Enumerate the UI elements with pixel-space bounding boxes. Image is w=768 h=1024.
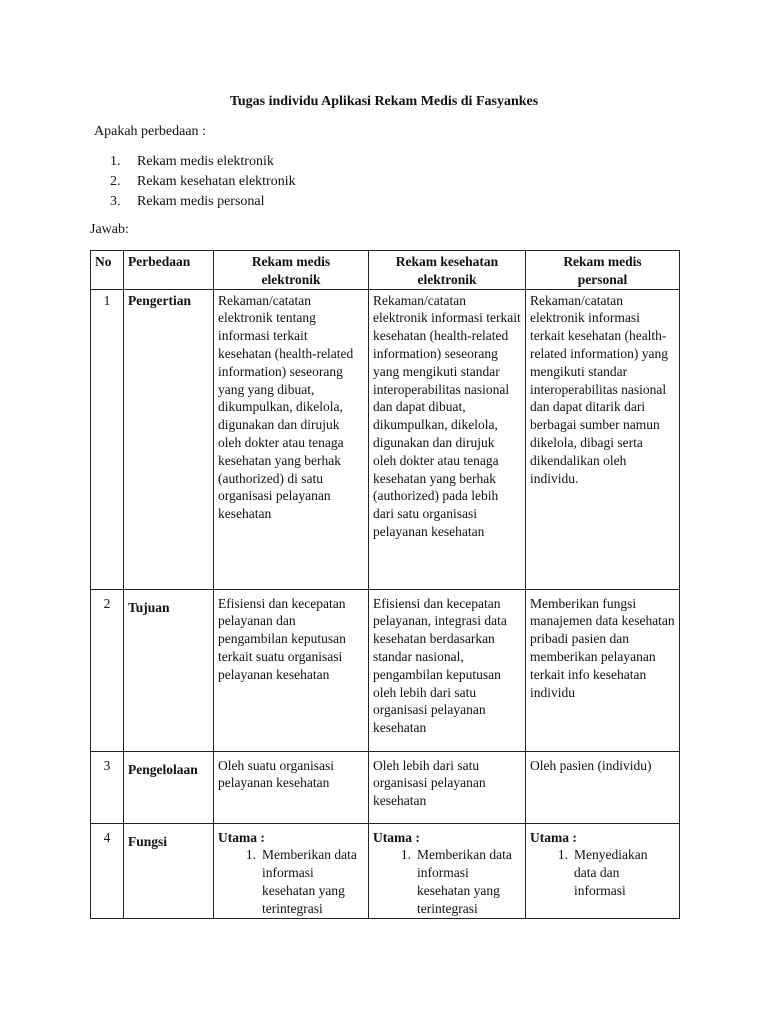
fungsi-label: Utama : [530, 829, 577, 845]
row-number: 3 [91, 751, 124, 823]
fungsi-item: 1. Menyediakan data dan informasi [557, 847, 648, 898]
table-row [91, 751, 680, 823]
table-row [91, 589, 680, 751]
question-list [110, 152, 296, 212]
cell-rekam-medis-elektronik [214, 823, 369, 918]
cell-rekam-kesehatan-elektronik: Oleh lebih dari satu organisasi pelayanan kesehatan [369, 751, 526, 823]
cell-rekam-medis-elektronik: Oleh suatu organisasi pelayanan kesehatan [214, 751, 369, 823]
document-title: Tugas individu Aplikasi Rekam Medis di Fasyankes [229, 94, 539, 109]
cell-rekam-medis-personal: Rekaman/catatan elektronik informasi terkait kesehatan (health-related information) yang mengikuti standar interoperabilitas nasional dan dapat ditarik dari berbagai sumber namun dikelola, dibagi serta dikendalikan oleh individu. [526, 289, 680, 589]
list-item [110, 152, 296, 172]
cell-rekam-medis-elektronik: Efisiensi dan kecepatan pelayanan dan pengambilan keputusan terkait suatu organisasi pelayanan kesehatan [214, 589, 369, 751]
row-number: 2 [91, 589, 124, 751]
cell-rekam-medis-elektronik: Rekaman/catatan elektronik tentang informasi terkait kesehatan (health-related information) seseorang yang yang dibuat, dikumpulkan, dikelola, digunakan dan dirujuk oleh dokter atau tenaga kesehatan yang berhak (authorized) di satu organisasi pelayanan kesehatan [214, 289, 369, 589]
cell-rekam-kesehatan-elektronik: Efisiensi dan kecepatan pelayanan, integrasi data kesehatan berdasarkan standar nasional, pengambilan keputusan oleh lebih dari satu organisasi pelayanan kesehatan [369, 589, 526, 751]
row-number: 1 [91, 289, 124, 589]
list-item-number: 3. [110, 194, 121, 209]
list-item [110, 192, 296, 212]
list-item-text: Rekam medis personal [137, 194, 265, 209]
comparison-table [90, 250, 680, 919]
cell-rekam-medis-personal: Memberikan fungsi manajemen data kesehatan pribadi pasien dan memberikan pelayanan terkait info kesehatan individu [526, 589, 680, 751]
header-rekam-medis-elektronik: Rekam medis elektronik [214, 251, 369, 290]
fungsi-item: 1. Memberikan data informasi kesehatan yang terintegrasi [245, 847, 357, 916]
header-perbedaan: Perbedaan [124, 251, 214, 290]
fungsi-label: Utama : [373, 829, 420, 845]
list-item-number: 2. [110, 174, 121, 189]
cell-rekam-kesehatan-elektronik: Rekaman/catatan elektronik informasi terkait kesehatan (health-related information) seseorang yang mengikuti standar interoperabilitas nasional dan dapat dibuat, dikumpulkan, dikelola, digunakan dan dirujuk oleh dokter atau tenaga kesehatan yang berhak (authorized) pada lebih dari satu organisasi pelayanan kesehatan [369, 289, 526, 589]
cell-rekam-kesehatan-elektronik [369, 823, 526, 918]
answer-label: Jawab: [90, 222, 129, 237]
table-row [91, 823, 680, 918]
cell-rekam-medis-personal: Oleh pasien (individu) [526, 751, 680, 823]
list-item-number: 1. [110, 154, 121, 169]
question-text: Apakah perbedaan : [94, 124, 206, 139]
cell-rekam-medis-personal [526, 823, 680, 918]
fungsi-label: Utama : [218, 829, 265, 845]
row-label: Fungsi [124, 823, 214, 918]
list-item-text: Rekam kesehatan elektronik [137, 174, 296, 189]
list-item-text: Rekam medis elektronik [137, 154, 274, 169]
header-no: No [91, 251, 124, 290]
fungsi-item: 1. Memberikan data informasi kesehatan yang terintegrasi [400, 847, 512, 916]
row-label: Tujuan [124, 589, 214, 751]
header-rekam-medis-personal: Rekam medis personal [526, 251, 680, 290]
table-row [91, 289, 680, 589]
row-label: Pengelolaan [124, 751, 214, 823]
list-item [110, 172, 296, 192]
row-number: 4 [91, 823, 124, 918]
header-rekam-kesehatan-elektronik: Rekam kesehatan elektronik [369, 251, 526, 290]
row-label: Pengertian [124, 289, 214, 589]
table-header-row [91, 251, 680, 290]
